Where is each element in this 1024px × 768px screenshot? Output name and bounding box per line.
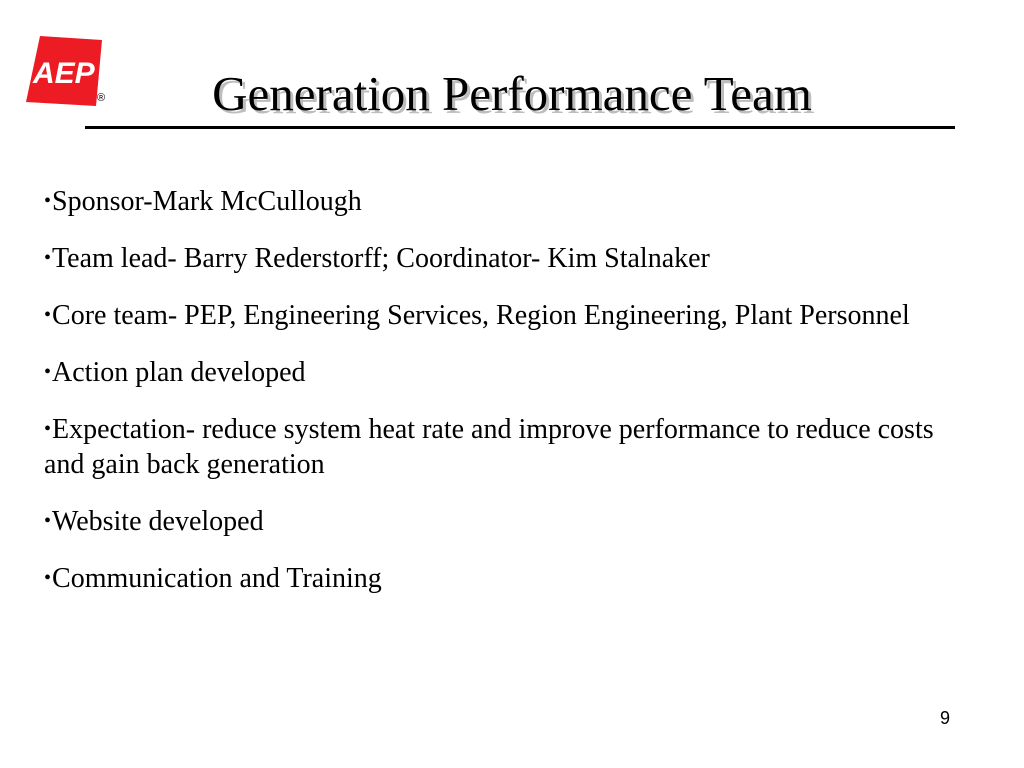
bullet-list (44, 184, 974, 618)
bullet-item (44, 412, 974, 482)
bullet-item (44, 184, 974, 219)
bullet-glyph: • (44, 190, 52, 212)
bullet-item (44, 504, 974, 539)
slide-title: Generation Performance Team (212, 66, 812, 121)
registered-mark: ® (97, 92, 106, 104)
bullet-text: Website developed (52, 506, 264, 537)
bullet-text: Core team- PEP, Engineering Services, Region Engineering, Plant Personnel (52, 300, 910, 331)
bullet-glyph: • (44, 567, 52, 589)
aep-logo-text: AEP (33, 57, 95, 90)
bullet-glyph: • (44, 418, 52, 440)
bullet-item (44, 355, 974, 390)
bullet-item (44, 298, 974, 333)
bullet-text: Action plan developed (52, 357, 306, 388)
page-number: 9 (940, 708, 951, 728)
bullet-text: Communication and Training (52, 563, 382, 594)
bullet-glyph: • (44, 304, 52, 326)
bullet-glyph: • (44, 247, 52, 269)
bullet-glyph: • (44, 510, 52, 532)
bullet-item (44, 241, 974, 276)
bullet-text: Team lead- Barry Rederstorff; Coordinator- Kim Stalnaker (52, 243, 710, 274)
bullet-item (44, 561, 974, 596)
title-underline (85, 126, 955, 129)
bullet-text: Sponsor-Mark McCullough (52, 186, 362, 217)
bullet-text: Expectation- reduce system heat rate and improve performance to reduce costs and gain back generation (44, 414, 934, 480)
bullet-glyph: • (44, 361, 52, 383)
